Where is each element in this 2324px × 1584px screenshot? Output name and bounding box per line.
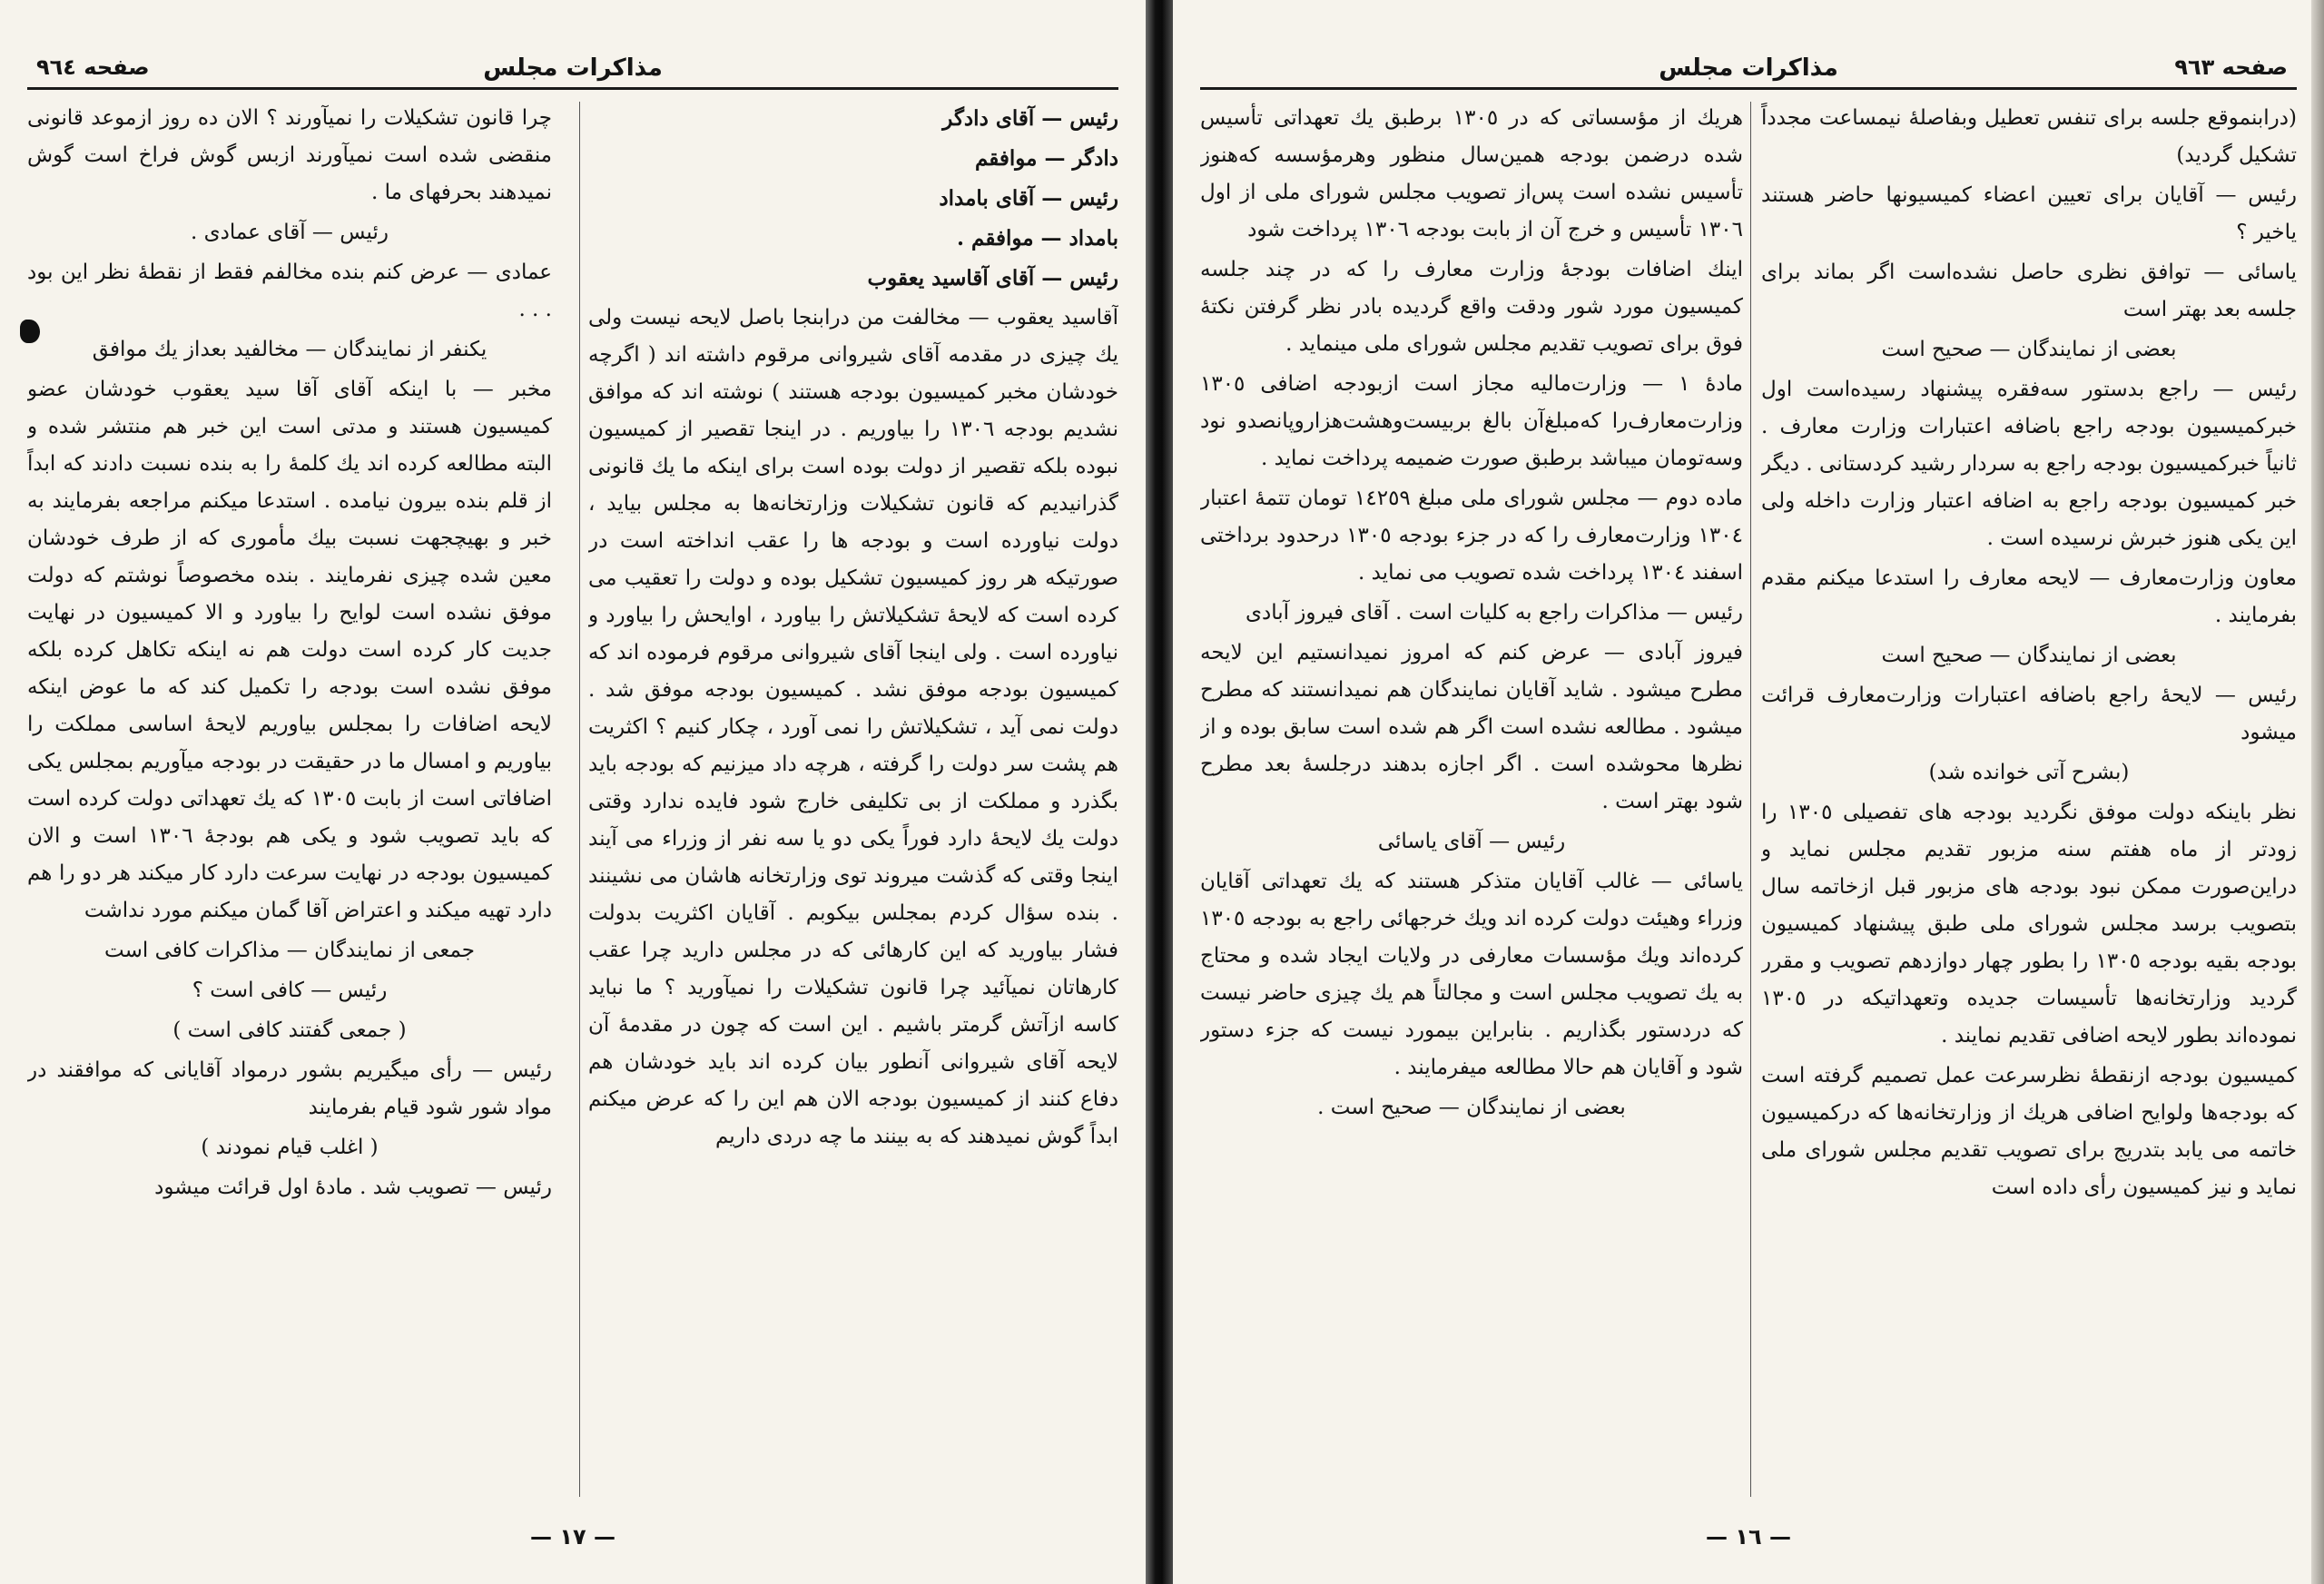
paragraph: رئیس — آقای دادگر [942, 106, 1118, 131]
paragraph: رئیس — لایحهٔ راجع باضافه اعتبارات وزارت‌معارف قرائت میشود [1761, 684, 2297, 744]
page-964 [0, 0, 1146, 1584]
column-left [1200, 100, 1743, 1502]
paragraph: رئیس — کافی است ؟ [192, 979, 388, 1002]
paragraph: یکنفر از نمایندگان — مخالفید بعداز یك موافق [92, 338, 487, 361]
paragraph: رئیس — آقای عمادی . [191, 221, 389, 244]
column-divider [1750, 102, 1751, 1497]
paragraph: بامداد — موافقم . [957, 226, 1118, 251]
paragraph: هریك از مؤسساتی که در ١٣٠٥ برطبق یك تعهداتی تأسیس شده درضمن بودجه همین‌سال منظور وهرمؤسسه که‌هنوز تأسیس نشده است پس‌از تصویب مجلس شورای ملی از اول ١٣٠٦ تأسیس و خرج آن از بابت بودجه ١٣٠٦ پرداخت شود [1200, 106, 1743, 241]
paragraph: رئیس — آقایان برای تعیین اعضاء کمیسیونها حاضر هستند یاخیر ؟ [1761, 183, 2297, 244]
paragraph: ماده دوم — مجلس شورای ملی مبلغ ١٤٢٥٩ تومان تتمهٔ اعتبار ١٣٠٤ وزارت‌معارف را که در جزء بودجه ١٣٠٥ درحدود برداختی اسفند ١٣٠٤ پرداخت شده تصویب می نماید . [1200, 487, 1743, 585]
paragraph: کمیسیون بودجه ازنقطهٔ نظرسرعت عمل تصمیم گرفته است که بودجه‌ها ولوایح اضافی هریك از وزارتخانه‌ها که درکمیسیون خاتمه می یابد بتدریج برای تصویب تقدیم مجلس شورای ملی نماید و نیز کمیسیون رأی داده است [1761, 1064, 2297, 1199]
page-header [27, 51, 1118, 90]
paragraph: نظر باینکه دولت موفق نگردید بودجه های تفصیلی ١٣٠٥ را زودتر از ماه هفتم سنه مزبور تقدیم مجلس نماید و دراین‌صورت ممکن نبود بودجه های مزبور قبل ازخاتمه سال بتصویب برسد مجلس شورای ملی طبق پیشنهاد کمیسیون بودجه بقیه بودجه ١٣٠٥ را بطور چهار دوازدهم تصویب و مقرر گردید وزارتخانه‌ها تأسیسات جدیده وتعهداتیکه در ١٣٠٥ نموده‌اند بطور لایحه اضافی تقدیم نمایند . [1761, 801, 2297, 1048]
page-number: صفحه ٩٦٤ [36, 54, 150, 80]
paragraph: معاون وزارت‌معارف — لایحه معارف را استدعا میکنم مقدم بفرمایند . [1761, 566, 2297, 627]
paragraph: اینك اضافات بودجهٔ وزارت معارف را که در چند جلسه کمیسیون مورد شور ودقت واقع گردیده بادر نظر گرفتن نکتهٔ فوق برای تصویب تقدیم مجلس شورای ملی مینماید . [1200, 258, 1743, 356]
column-right [1761, 100, 2297, 1502]
paragraph: عمادی — عرض کنم بنده مخالفم فقط از نقطهٔ نظر این بود . . . [27, 261, 552, 321]
paragraph: رئیس — راجع بدستور سه‌فقره پیشنهاد رسیده‌است اول خبرکمیسیون بودجه راجع باضافه اعتبارات وزارت معارف . ثانیاً خبرکمیسیون بودجه راجع به سردار رشید کردستانی . دیگر خبر کمیسیون بودجه راجع به اضافه اعتبار وزارت داخله ولی این یکی هنوز خبرش نرسیده است . [1761, 378, 2297, 550]
column-left [27, 100, 552, 1502]
paragraph: بعضی از نمایندگان — صحیح است [1881, 644, 2177, 667]
paragraph: دادگر — موافقم [974, 146, 1118, 171]
page-title: مذاكرات مجلس [1659, 54, 1838, 82]
paragraph: رئیس — آقای بامداد [939, 186, 1118, 211]
page-footer: — ١٦ — [1705, 1524, 1791, 1550]
binding-gutter [1146, 0, 1173, 1584]
paragraph: (بشرح آتی خوانده شد) [1928, 761, 2130, 784]
paragraph: (درابنموقع جلسه برای تنفس تعطیل وبفاصلهٔ نیمساعت مجدداً تشکیل گردید) [1761, 106, 2297, 167]
paragraph: ( جمعی گفتند کافی است ) [172, 1018, 407, 1042]
paragraph: بعضی از نمایندگان — صحیح است . [1317, 1096, 1626, 1119]
paragraph: رئیس — مذاکرات راجع به کلیات است . آقای فیروز آبادی [1245, 601, 1743, 625]
page-header [1200, 51, 2297, 90]
paragraph: بعضی از نمایندگان — صحیح است [1881, 338, 2177, 361]
page-title: مذاكرات مجلس [483, 54, 663, 82]
column-divider [579, 102, 580, 1497]
paragraph: مخبر — با اینکه آقای آقا سید یعقوب خودشان عضو کمیسیون هستند و مدتی است این خبر هم منتشر شده و البته مطالعه کرده اند یك کلمهٔ را به بنده نسبت دادند که ابداً از قلم بنده بیرون نیامده . استدعا میکنم مراجعه بفرمایند به خبر و بهیچجهت نسبت بیك مأموری که از طرف خودشان معین شده چیزی نفرمایند . بنده مخصوصاً نوشتم که دولت موفق نشده است لوایح را بیاورد و الا کمیسیون در نهایت جدیت کار کرده است دولت هم نه اینکه تکاهل کرده بلکه موفق نشده است بودجه را تکمیل کند که ما عوض اینکه لایحه اضافات را بمجلس بیاوریم لایحهٔ اساسی مملکت را بیاوریم و امسال ما در حقیقت در بودجه میآوریم بمجلس یکی اضافاتی است از بابت ١٣٠٥ که یك تعهداتی دولت کرده است که باید تصویب شود و یکی هم بودجهٔ ١٣٠٦ است و الان کمیسیون بودجه در نهایت سرعت دارد کار میکند هر دو را هم دارد تهیه میکند و اعتراض آقا گمان میکنم مورد نداشت [27, 378, 552, 922]
paragraph: چرا قانون تشکیلات را نمیآورند ؟ الان ده روز ازموعد قانونی منقضی شده است نمیآورند ازبس گوش فراخ است گوش نمیدهند بحرفهای ما . [27, 106, 552, 204]
paragraph: رئیس — آقای آقاسید یعقوب [867, 266, 1118, 290]
paragraph: فیروز آبادی — عرض کنم که امروز نمیدانستیم این لایحه مطرح میشود . شاید آقایان نمایندگان هم نمیدانستند که مطرح میشود . مطالعه نشده است اگر هم شده است سابق بوده و از نظرها محوشده است . اگر اجازه بدهند درجلسهٔ بعد مطرح شود بهتر است . [1200, 641, 1743, 813]
page-footer: — ١٧ — [529, 1524, 615, 1550]
column-right [588, 100, 1118, 1502]
paragraph: رئیس — تصویب شد . مادهٔ اول قرائت میشود [154, 1176, 552, 1199]
paragraph: یاسائی — توافق نظری حاصل نشده‌است اگر بماند برای جلسه بعد بهتر است [1761, 261, 2297, 321]
paragraph: جمعی از نمایندگان — مذاکرات کافی است [104, 939, 475, 962]
paragraph: رئیس — آقای یاسائی [1377, 830, 1566, 853]
paragraph: یاسائی — غالب آقایان متذکر هستند که یك تعهداتی آقایان وزراء وهیئت دولت کرده اند ویك خرجهائی راجع به بودجه ١٣٠٥ کرده‌اند ویك مؤسسات معارفی در ولایات ایجاد شده و محتاج به یك تصویب مجلس است و مجالتاً هم یك چیزی حاضر نیست که دردستور بگذاریم . بنابراین بیمورد نیست که جزء دستور شود و آقایان هم حالا مطالعه میفرمایند . [1200, 870, 1743, 1079]
paragraph: ( اغلب قیام نمودند ) [201, 1136, 379, 1159]
page-963 [1173, 0, 2324, 1584]
paragraph: رئیس — رأی میگیریم بشور درمواد آقایانی که موافقند در مواد شور شود قیام بفرمایند [27, 1058, 552, 1119]
paragraph: مادهٔ ١ — وزارت‌مالیه مجاز است ازبودجه اضافی ١٣٠٥ وزارت‌معارف‌را که‌مبلغ‌آن بالغ بربیست‌وهشت‌هزاروپانصدو نود وسه‌تومان میباشد برطبق صورت ضمیمه پرداخت نماید . [1200, 372, 1743, 470]
paragraph: آقاسید یعقوب — مخالفت من درابنجا باصل لایحه نیست ولی یك چیزی در مقدمه آقای شیروانی مرقوم داشته اند ( اگرچه خودشان مخبر کمیسیون بودجه هستند ) نوشته اند که موافق نشدیم بودجه ١٣٠٦ را بیاوریم . در اینجا تقصیر از کمیسیون نبوده بلکه تقصیر از دولت بوده است برای اینکه ما یك قانونی گذرانیدیم که قانون تشکیلات وزارتخانه‌ها به مجلس بیاید ، دولت نیاورده است و بودجه ها را عقب انداخته است در صورتیکه هر روز کمیسیون تشکیل بوده و دولت را تعقیب می کرده است که لایحهٔ تشکیلاتش را بیاورد ، اوایحش را بیاورد و نیاورده است . ولی اینجا آقای شیروانی مرقوم فرموده اند که کمیسیون بودجه موفق نشد . کمیسیون بودجه موفق شد . دولت نمی آید ، تشکیلاتش را نمی آورد ، چکار کنیم ؟ اکثریت هم پشت سر دولت را گرفته ، هرچه داد میزنیم که بودجه باید بگذرد و مملکت از بی تکلیفی خارج شود فایده ندارد وقتی دولت یك لایحهٔ دارد فوراً یکی دو یا سه نفر از وزراء می آیند اینجا وقتی که گذشت میروند توی وزارتخانه هاشان می نشینند . بنده سؤال کردم بمجلس بیکوبم . آقایان اکثریت بدولت فشار بیاورید که این کارهائی که در مجلس دارید چرا عقب کارهاتان نمیآئید چرا قانون تشکیلات را نمیآورید ؟ ما نباید کاسه ازآتش گرمتر باشیم . این است که چون در مقدمهٔ آن لایحه آقای شیروانی آنطور بیان کرده اند باید خودشان هم دفاع کنند از کمیسیون بودجه الان هم این را که عرض میکنم ابداً گوش نمیدهند که به بینند ما چه دردی داریم [588, 306, 1118, 1148]
page-edge-shadow [2311, 0, 2324, 1584]
page-number: صفحه ٩٦٣ [2174, 54, 2288, 80]
